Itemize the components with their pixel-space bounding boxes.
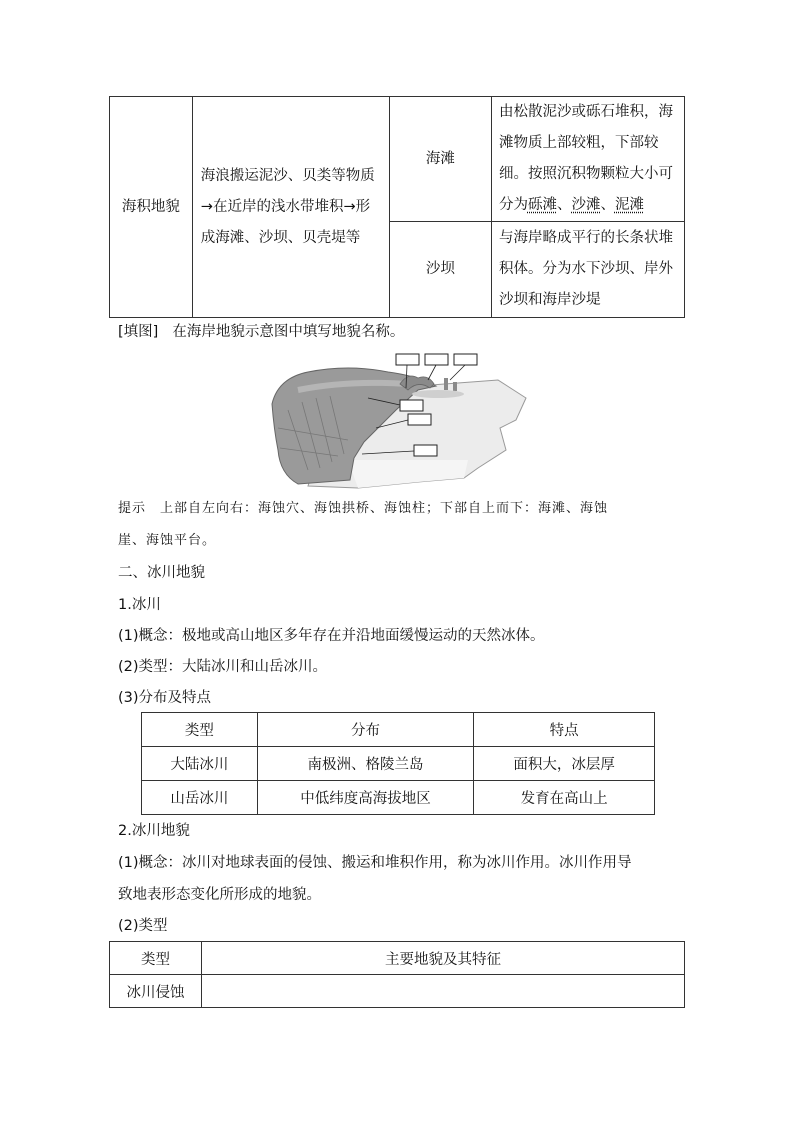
process-cell: 海浪搬运泥沙、贝类等物质→在近岸的浅水带堆积→形成海滩、沙坝、贝壳堤等	[192, 97, 389, 318]
glacial-landform-table	[109, 941, 685, 1008]
separator: 、	[600, 197, 615, 213]
table-cell: 面积大，冰层厚	[474, 747, 655, 781]
fill-figure-text: 在海岸地貌示意图中填写地貌名称。	[172, 324, 405, 340]
label-box-wave-cut-platform	[414, 445, 437, 456]
column-header: 分布	[257, 713, 474, 747]
label-box-beach	[400, 400, 423, 411]
table-cell: 大陆冰川	[142, 747, 258, 781]
column-header: 类型	[110, 942, 202, 975]
landform-name-cell: 沙坝	[389, 222, 491, 318]
table-cell: 中低纬度高海拔地区	[257, 781, 474, 815]
fill-figure-instruction	[118, 322, 404, 342]
column-header: 类型	[142, 713, 258, 747]
sea-stack-shape	[453, 382, 457, 391]
distribution-heading: (3)分布及特点	[118, 690, 212, 706]
leader-line	[428, 365, 436, 380]
glacier-types: (2)类型：大陆冰川和山岳冰川。	[118, 659, 328, 675]
coastal-landform-diagram	[268, 350, 528, 490]
sea-stack-shape	[444, 378, 448, 390]
section-heading: 二、冰川地貌	[118, 565, 205, 581]
landform-desc-cell: 与海岸略成平行的长条状堆积体。分为水下沙坝、岸外沙坝和海岸沙堤	[491, 222, 684, 318]
label-box-sea-arch	[425, 354, 448, 365]
table-cell: 南极洲、格陵兰岛	[257, 747, 474, 781]
leader-line	[450, 365, 465, 380]
table-header-row	[110, 942, 685, 975]
table-header-row	[142, 713, 655, 747]
hint-line-2: 崖、海蚀平台。	[118, 533, 217, 548]
sand-beach-term: 沙滩	[571, 197, 601, 213]
wave-cut-platform-area	[348, 460, 468, 488]
label-box-sea-cave	[396, 354, 419, 365]
desc-text: 由松散泥沙或砾石堆积，海滩物质上部较粗，下部较细。按照沉积物颗粒大小可分为	[498, 104, 673, 213]
table-row	[142, 747, 655, 781]
table-row	[142, 781, 655, 815]
column-header: 主要地貌及其特征	[202, 942, 685, 975]
subsection-heading: 2.冰川地貌	[118, 823, 190, 839]
hint-line-1	[118, 499, 608, 519]
subsection-heading: 1.冰川	[118, 597, 161, 613]
landform-desc-cell	[491, 97, 684, 222]
table-cell: 发育在高山上	[474, 781, 655, 815]
landform-types-heading: (2)类型	[118, 918, 168, 934]
glacial-landform-concept-1: (1)概念：冰川对地球表面的侵蚀、搬运和堆积作用，称为冰川作用。冰川作用导	[118, 855, 632, 871]
column-header: 特点	[474, 713, 655, 747]
label-box-sea-cliff	[408, 414, 431, 425]
gravel-beach-term: 砾滩	[527, 197, 557, 213]
fill-figure-tag: [填图]	[118, 324, 159, 340]
marine-deposition-table	[109, 96, 685, 318]
table-cell: 冰川侵蚀	[110, 975, 202, 1008]
hint-text: 上部自左向右：海蚀穴、海蚀拱桥、海蚀柱；下部自上而下：海滩、海蚀	[160, 501, 609, 516]
beach-shape	[412, 390, 464, 398]
table-cell	[202, 975, 685, 1008]
table-row	[110, 975, 685, 1008]
category-cell: 海积地貌	[110, 97, 193, 318]
table-cell: 山岳冰川	[142, 781, 258, 815]
glacier-concept: (1)概念：极地或高山地区多年存在并沿地面缓慢运动的天然冰体。	[118, 628, 545, 644]
landform-name-cell: 海滩	[389, 97, 491, 222]
glacier-type-table	[141, 712, 655, 815]
mud-beach-term: 泥滩	[614, 197, 644, 213]
hint-label: 提示	[118, 501, 147, 516]
separator: 、	[556, 197, 572, 213]
glacial-landform-concept-2: 致地表形态变化所形成的地貌。	[118, 887, 321, 903]
label-box-sea-stack	[454, 354, 477, 365]
table-row	[110, 97, 685, 222]
